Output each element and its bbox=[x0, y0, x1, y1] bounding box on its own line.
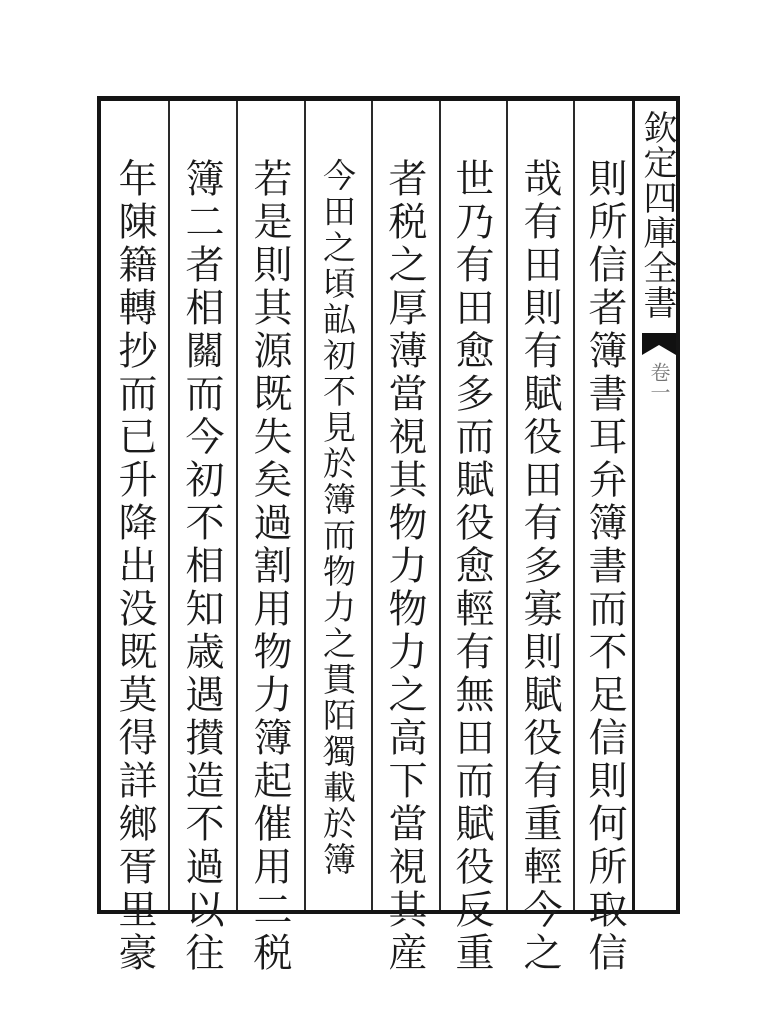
book-title: 欽定四庫全書 bbox=[637, 110, 677, 320]
text-column-5: 今田之頃畆初不見於簿而物力之貫陌獨載於簿 bbox=[318, 158, 357, 878]
text-column-8: 年陳籍轉抄而已升降出没既莫得詳鄉胥里豪 bbox=[112, 158, 157, 975]
column-rule bbox=[236, 101, 238, 910]
fish-tail-mark bbox=[642, 333, 676, 355]
text-column-6: 若是則其源既失矣過割用物力簿起催用二税 bbox=[247, 158, 292, 975]
text-column-1: 則所信者簿書耳弁簿書而不足信則何所取信 bbox=[582, 158, 627, 975]
column-rule bbox=[506, 101, 508, 910]
text-column-2: 哉有田則有賦役田有多寡則賦役有重輕今之 bbox=[517, 158, 562, 975]
column-rule bbox=[168, 101, 170, 910]
column-rule bbox=[573, 101, 575, 910]
text-column-4: 者税之厚薄當視其物力物力之高下當視其産 bbox=[382, 158, 427, 975]
volume-label: 卷一 bbox=[647, 362, 671, 402]
column-rule bbox=[371, 101, 373, 910]
column-rule bbox=[304, 101, 306, 910]
text-column-3: 世乃有田愈多而賦役愈輕有無田而賦役反重 bbox=[449, 158, 494, 975]
text-column-7: 簿二者相關而今初不相知歳遇攅造不過以往 bbox=[179, 158, 224, 975]
column-rule bbox=[439, 101, 441, 910]
